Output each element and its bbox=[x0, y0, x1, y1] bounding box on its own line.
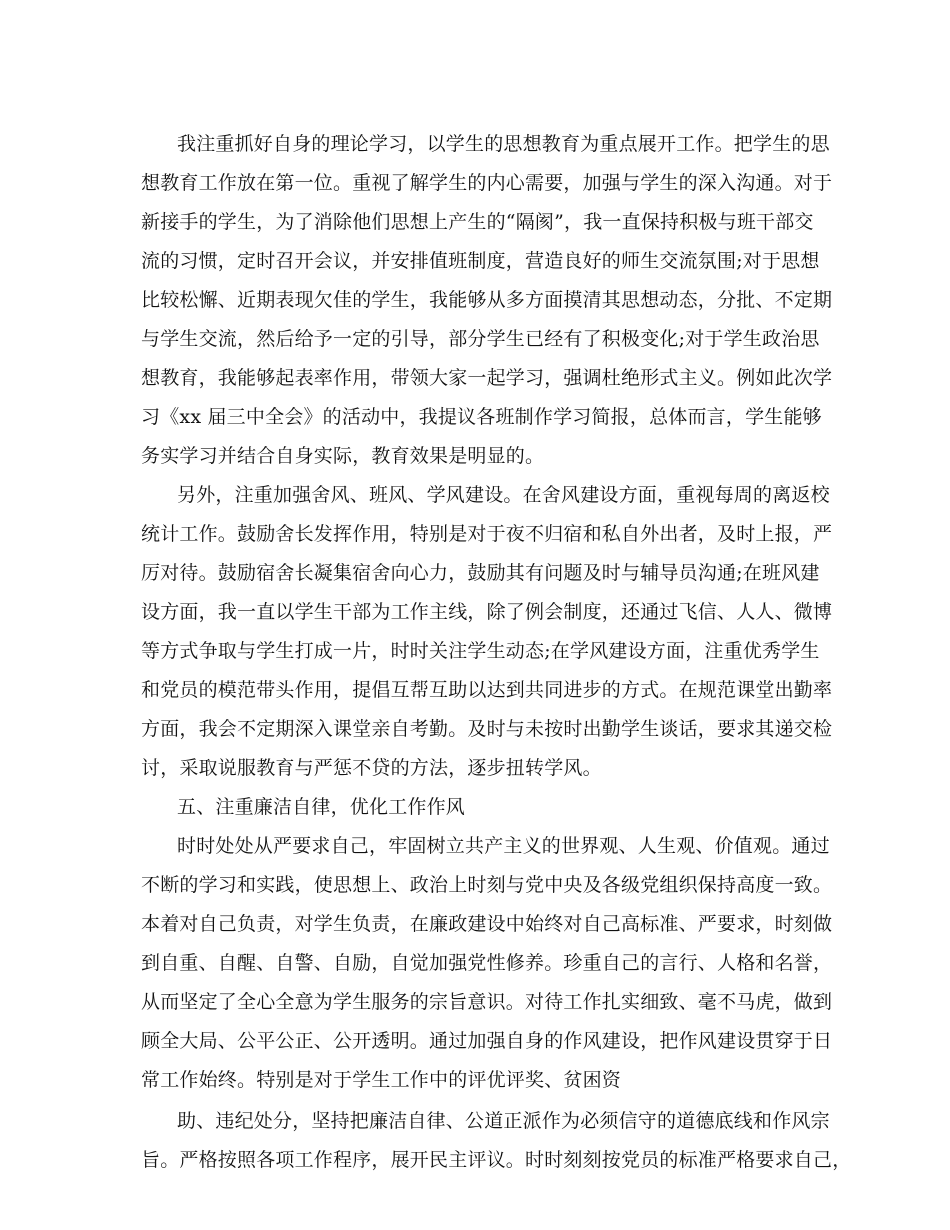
text-line: 想教育，我能够起表率作用，带领大家一起学习，强调杜绝形式主义。例如此次学 bbox=[141, 367, 833, 389]
text-line: 我注重抓好自身的理论学习，以学生的思想教育为重点展开工作。把学生的思 bbox=[177, 133, 830, 155]
text-line: 想教育工作放在第一位。重视了解学生的内心需要，加强与学生的深入沟通。对于 bbox=[141, 172, 833, 194]
text-line: 流的习惯，定时召开会议，并安排值班制度，营造良好的师生交流氛围;对于思想 bbox=[141, 250, 820, 272]
text-line: 本着对自己负责，对学生负责，在廉政建设中始终对自己高标准、严要求，时刻做 bbox=[141, 913, 833, 935]
text-line: 和党员的模范带头作用，提倡互帮互助以达到共同进步的方式。在规范课堂出勤率 bbox=[141, 679, 833, 701]
text-line: 习《xx 届三中全会》的活动中，我提议各班制作学习简报，总体而言，学生能够 bbox=[141, 406, 822, 428]
section-heading: 五、注重廉洁自律，优化工作作风 bbox=[177, 796, 466, 818]
text-line: 到自重、自醒、自警、自励，自觉加强党性修养。珍重自己的言行、人格和名誉， bbox=[141, 952, 833, 974]
text-line: 助、违纪处分，坚持把廉洁自律、公道正派作为必须信守的道德底线和作风宗 bbox=[177, 1110, 830, 1132]
text-line: 顾全大局、公平公正、公开透明。通过加强自身的作风建设，把作风建设贯穿于日 bbox=[141, 1030, 833, 1052]
text-line: 与学生交流，然后给予一定的引导，部分学生已经有了积极变化;对于学生政治思 bbox=[141, 328, 820, 350]
text-line: 设方面，我一直以学生干部为工作主线，除了例会制度，还通过飞信、人人、微博 bbox=[141, 601, 833, 623]
text-line: 另外，注重加强舍风、班风、学风建设。在舍风建设方面，重视每周的离返校 bbox=[177, 484, 830, 506]
text-line: 等方式争取与学生打成一片，时时关注学生动态;在学风建设方面，注重优秀学生 bbox=[141, 640, 820, 662]
text-line: 新接手的学生，为了消除他们思想上产生的“隔阂”，我一直保持积极与班干部交 bbox=[141, 211, 814, 233]
text-line: 务实学习并结合自身实际，教育效果是明显的。 bbox=[141, 445, 545, 467]
text-line: 统计工作。鼓励舍长发挥作用，特别是对于夜不归宿和私自外出者，及时上报，严 bbox=[141, 523, 833, 545]
text-line: 方面，我会不定期深入课堂亲自考勤。及时与未按时出勤学生谈话，要求其递交检 bbox=[141, 718, 833, 740]
text-line: 厉对待。鼓励宿舍长凝集宿舍向心力，鼓励其有问题及时与辅导员沟通;在班风建 bbox=[141, 562, 820, 584]
text-line: 旨。严格按照各项工作程序，展开民主评议。时时刻刻按党员的标准严格要求自己， bbox=[141, 1149, 852, 1171]
text-line: 不断的学习和实践，使思想上、政治上时刻与党中央及各级党组织保持高度一致。 bbox=[141, 874, 833, 896]
text-line: 比较松懈、近期表现欠佳的学生，我能够从多方面摸清其思想动态，分批、不定期 bbox=[141, 289, 833, 311]
text-line: 时时处处从严要求自己，牢固树立共产主义的世界观、人生观、价值观。通过 bbox=[177, 835, 830, 857]
text-line: 讨，采取说服教育与严惩不贷的方法，逐步扭转学风。 bbox=[141, 757, 602, 779]
text-line: 从而坚定了全心全意为学生服务的宗旨意识。对待工作扎实细致、毫不马虎，做到 bbox=[141, 991, 833, 1013]
text-line: 常工作始终。特别是对于学生工作中的评优评奖、贫困资 bbox=[141, 1069, 622, 1091]
